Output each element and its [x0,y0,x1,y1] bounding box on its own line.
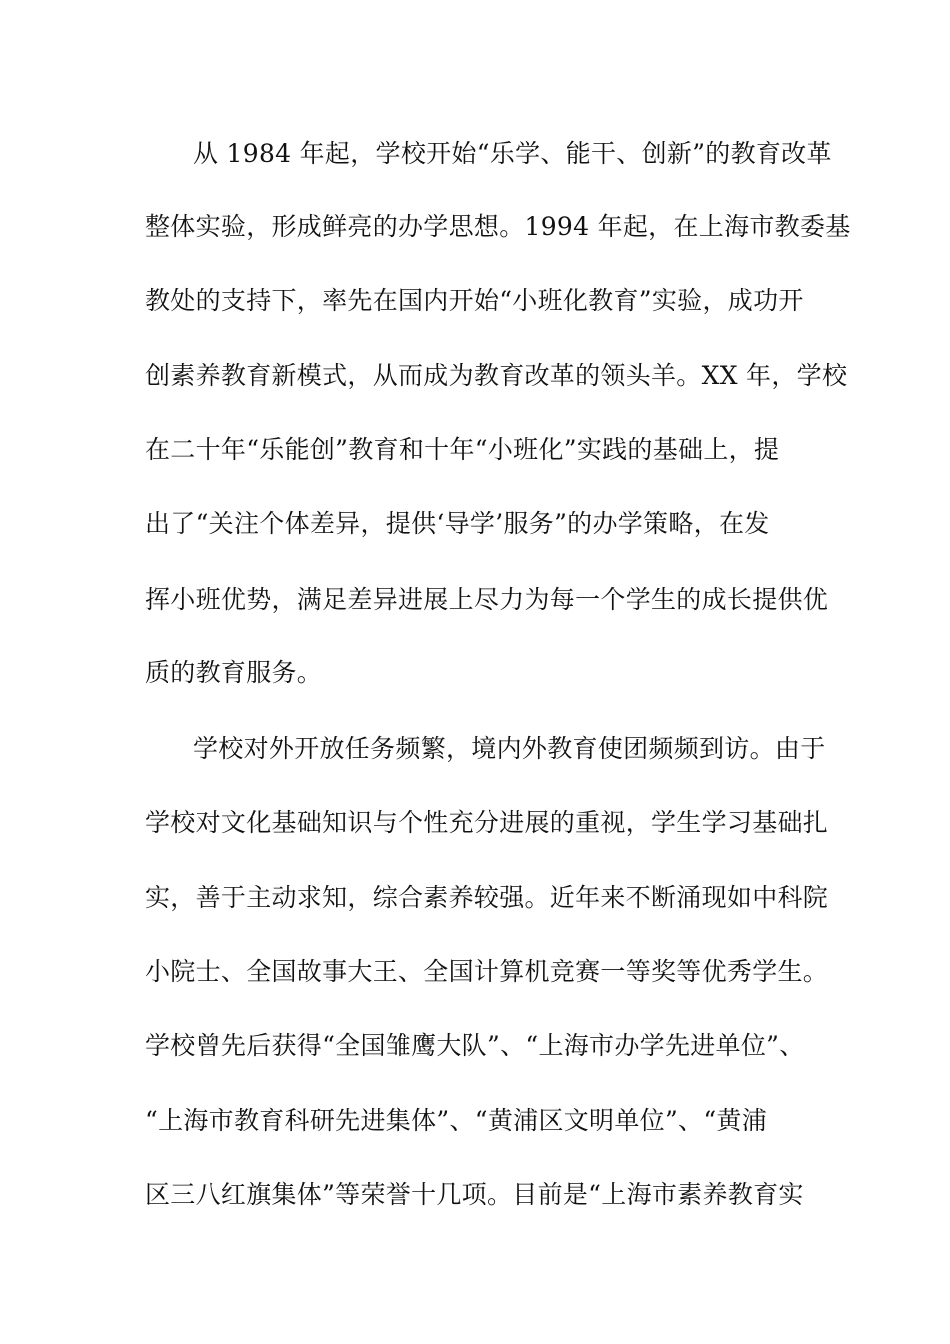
paragraph-2-line-3: 实，善于主动求知，综合素养较强。近年来不断涌现如中科院 [145,883,829,912]
paragraph-1-line-8: 质的教育服务。 [145,658,323,687]
paragraph-1-line-5: 在二十年“乐能创”教育和十年“小班化”实践的基础上，提 [145,435,780,464]
paragraph-1-line-3: 教处的支持下，率先在国内开始“小班化教育”实验，成功开 [145,286,804,315]
paragraph-1-line-6: 出了“关注个体差异，提供‘导学’服务”的办学策略，在发 [145,509,770,538]
paragraph-2-line-6: “上海市教育科研先进集体”、“黄浦区文明单位”、“黄浦 [145,1106,768,1135]
paragraph-2-line-4: 小院士、全国故事大王、全国计算机竞赛一等奖等优秀学生。 [145,957,829,986]
paragraph-1-line-4: 创素养教育新模式，从而成为教育改革的领头羊。XX 年，学校 [145,361,848,390]
paragraph-2-line-2: 学校对文化基础知识与个性充分进展的重视，学生学习基础扎 [145,808,829,837]
paragraph-1-line-7: 挥小班优势，满足差异进展上尽力为每一个学生的成长提供优 [145,585,829,614]
paragraph-2-line-5: 学校曾先后获得“全国雏鹰大队”、“上海市办学先进单位”、 [145,1031,805,1060]
paragraph-2-line-7: 区三八红旗集体”等荣誉十几项。目前是“上海市素养教育实 [145,1180,804,1209]
paragraph-1-line-1: 从 1984 年起，学校开始“乐学、能干、创新”的教育改革 [193,139,832,168]
paragraph-2-line-1: 学校对外开放任务频繁，境内外教育使团频频到访。由于 [193,734,826,763]
paragraph-1-line-2: 整体实验，形成鲜亮的办学思想。1994 年起，在上海市教委基 [145,212,851,241]
